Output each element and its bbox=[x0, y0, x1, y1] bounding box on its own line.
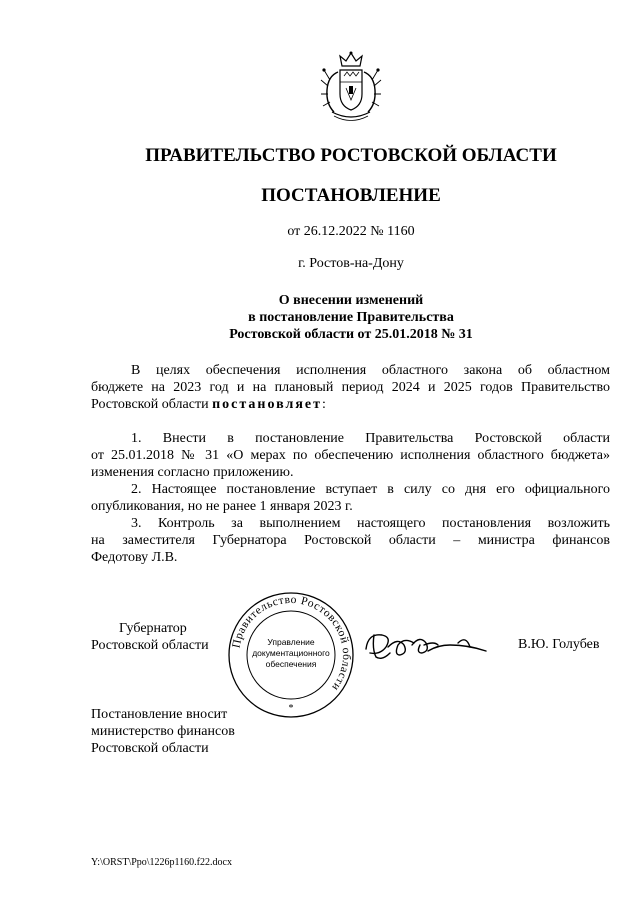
clause-line: изменения согласно приложению. bbox=[91, 465, 294, 480]
svg-text:Управление: Управление bbox=[267, 637, 315, 647]
clause-1 bbox=[91, 430, 610, 481]
signer-name: В.Ю. Голубев bbox=[518, 637, 600, 652]
preamble-text: Ростовской области bbox=[91, 397, 213, 412]
document-date-number: от 26.12.2022 № 1160 bbox=[287, 224, 415, 239]
clause-line: опубликования, но не ранее 1 января 2023 г. bbox=[91, 499, 353, 514]
clause-line: 2. Настоящее постановление вступает в силу со дня его официального bbox=[131, 482, 610, 497]
clause-line: 3. Контроль за выполнением настоящего постановления возложить bbox=[131, 516, 610, 531]
svg-text:Правительство Ростовской облас: Правительство Ростовской области bbox=[230, 593, 353, 694]
subject-line: в постановление Правительства bbox=[248, 310, 454, 325]
preamble-line: В целях обеспечения исполнения областного закона об областном bbox=[131, 363, 610, 378]
preamble-paragraph bbox=[91, 362, 610, 413]
clause-line: от 25.01.2018 № 31 «О мерах по обеспечению исполнения областного бюджета» bbox=[91, 448, 610, 463]
svg-text:обеспечения: обеспечения bbox=[265, 659, 317, 669]
preamble-line bbox=[91, 396, 610, 413]
svg-text:документационного: документационного bbox=[252, 648, 330, 658]
official-stamp bbox=[226, 590, 356, 720]
preamble-colon: : bbox=[322, 397, 326, 412]
subject-line: О внесении изменений bbox=[278, 293, 424, 308]
signer-position-line: Ростовской области bbox=[91, 638, 209, 653]
submitter-line: Постановление вносит bbox=[91, 707, 228, 722]
clause-3 bbox=[91, 515, 610, 566]
svg-text:*: * bbox=[288, 703, 294, 714]
subject-line: Ростовской области от 25.01.2018 № 31 bbox=[229, 327, 473, 342]
decrees-word: постановляет bbox=[212, 397, 323, 412]
signer-position-line: Губернатор bbox=[119, 621, 187, 636]
document-city: г. Ростов-на-Дону bbox=[298, 256, 404, 271]
signer-position bbox=[91, 620, 209, 654]
preamble-line: бюджете на 2023 год и на плановый период 2024 и 2025 годов Правительство bbox=[91, 380, 610, 395]
submitter-line: Ростовской области bbox=[91, 741, 209, 756]
coat-of-arms-emblem bbox=[318, 50, 384, 126]
clause-line: 1. Внести в постановление Правительства Ростовской области bbox=[131, 431, 610, 446]
clause-line: Федотову Л.В. bbox=[91, 550, 178, 565]
file-path-footer: Y:\ORST\Ppo\1226p1160.f22.docx bbox=[91, 857, 232, 868]
handwritten-signature bbox=[358, 615, 498, 675]
document-subject bbox=[60, 292, 640, 343]
government-title: ПРАВИТЕЛЬСТВО РОСТОВСКОЙ ОБЛАСТИ bbox=[145, 145, 557, 166]
clause-2 bbox=[91, 481, 610, 515]
submitter-note bbox=[91, 706, 235, 757]
clause-line: на заместителя Губернатора Ростовской области – министра финансов bbox=[91, 533, 610, 548]
document-type-heading: ПОСТАНОВЛЕНИЕ bbox=[261, 185, 441, 206]
submitter-line: министерство финансов bbox=[91, 724, 235, 739]
